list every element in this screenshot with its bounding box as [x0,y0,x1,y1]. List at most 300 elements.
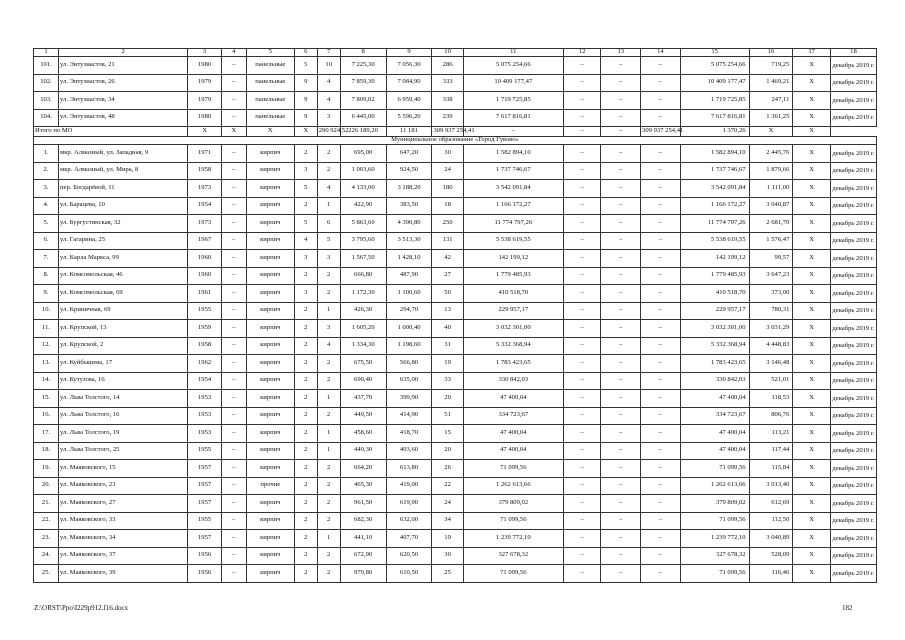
table-cell: 334 723,67 [680,407,749,425]
table-cell: X [793,197,831,215]
table-cell: – [563,320,601,338]
table-cell: 25 [432,565,463,583]
table-cell: 780,31 [749,302,793,320]
table-cell: 1 166 172,27 [680,197,749,215]
table-cell: 15. [34,390,59,408]
table-cell: 682,30 [340,512,386,530]
table-cell: – [563,477,601,495]
table-cell: – [601,477,641,495]
table-cell: декабрь 2019 г. [830,302,876,320]
table-cell: – [221,477,246,495]
table-cell: кирпич [246,512,294,530]
table-cell: – [221,372,246,390]
table-row [34,162,877,180]
table-cell: 2 [294,512,317,530]
table-row [34,197,877,215]
table-cell: ул. Барацева, 10 [59,197,188,215]
table-cell: ул. Энтузиастов, 48 [59,109,188,127]
table-cell: 2 [294,530,317,548]
table-cell: 465,30 [340,477,386,495]
table-cell: Итого по МО [34,127,188,137]
table-cell: – [563,425,601,443]
column-number: 16 [749,49,793,57]
column-number: 17 [793,49,831,57]
table-cell: 226 189,20 [340,127,386,137]
table-cell: 5 075 254,66 [463,57,563,75]
table-row [34,407,877,425]
table-cell: – [641,565,681,583]
table-cell: – [601,425,641,443]
table-cell: – [563,127,601,137]
table-cell: – [563,442,601,460]
table-cell: 9. [34,285,59,303]
table-cell: 1958 [188,162,221,180]
table-cell: 3. [34,180,59,198]
table-cell: 4 390,80 [386,215,432,233]
column-number-row [34,49,877,57]
table-cell: – [641,442,681,460]
table-cell: 6. [34,232,59,250]
table-cell: – [601,74,641,92]
table-cell: прочие [246,477,294,495]
table-cell: – [563,215,601,233]
table-cell: 613,80 [386,460,432,478]
table-cell: – [641,302,681,320]
table-cell: 441,10 [340,530,386,548]
table-cell: декабрь 2019 г. [830,372,876,390]
table-cell: – [641,215,681,233]
table-cell: 566,80 [386,355,432,373]
table-cell: – [601,250,641,268]
table-cell: 1971 [188,145,221,163]
table-cell: декабрь 2019 г. [830,162,876,180]
table-cell: 610,50 [386,565,432,583]
table-cell: 1956 [188,547,221,565]
table-cell: 3 040,87 [749,197,793,215]
table-cell: пер. Богдарёвой, 11 [59,180,188,198]
table-cell: 11. [34,320,59,338]
table-cell: 2 [294,145,317,163]
table-cell: кирпич [246,215,294,233]
table-cell: X [793,460,831,478]
table-cell: 399,90 [386,390,432,408]
table-cell: 115,84 [749,460,793,478]
table-cell: кирпич [246,337,294,355]
table-cell: 116,46 [749,565,793,583]
table-cell: – [563,285,601,303]
table-cell: – [641,232,681,250]
table-cell: 23. [34,530,59,548]
table-cell: 47 400,04 [680,390,749,408]
table-cell: 180 [432,180,463,198]
table-cell: 9 [294,92,317,110]
table-row [34,530,877,548]
table-cell: 11 774 797,26 [680,215,749,233]
table-cell: – [221,337,246,355]
table-cell: 1 111,00 [749,180,793,198]
table-cell: 5. [34,215,59,233]
table-cell: – [641,145,681,163]
table-cell: 1 582 894,10 [463,145,563,163]
table-cell: X [793,442,831,460]
table-cell: 666,80 [340,267,386,285]
table-cell: ул. Карла Маркса, 99 [59,250,188,268]
table-row [34,57,877,75]
table-cell: 449,50 [340,407,386,425]
table-cell: 2 [317,162,340,180]
table-cell: – [601,442,641,460]
table-cell: кирпич [246,547,294,565]
table-cell: 2 [294,495,317,513]
table-cell: 1 605,20 [340,320,386,338]
table-cell: – [641,267,681,285]
table-cell: – [221,495,246,513]
table-cell: ул. Бургустинская, 32 [59,215,188,233]
table-cell: 1 198,60 [386,337,432,355]
table-cell: декабрь 2019 г. [830,355,876,373]
table-cell: X [793,530,831,548]
table-cell: 612,69 [749,495,793,513]
table-cell: – [601,180,641,198]
column-number: 1 [34,49,59,57]
table-cell: 1 370,26 [680,127,749,137]
table-cell: кирпич [246,372,294,390]
table-cell: 1953 [188,407,221,425]
table-cell: 7 617 816,81 [463,109,563,127]
table-cell: 1 737 746,67 [463,162,563,180]
table-cell: 619,90 [386,495,432,513]
table-cell: 40 [432,320,463,338]
table-cell: – [641,74,681,92]
table-cell: 25. [34,565,59,583]
table-cell: 383,50 [386,197,432,215]
table-cell: – [641,197,681,215]
column-number: 11 [463,49,563,57]
table-cell: 47 400,04 [463,425,563,443]
table-cell: 334 723,67 [463,407,563,425]
table-cell: – [601,390,641,408]
table-cell: 1 428,10 [386,250,432,268]
table-cell: X [793,57,831,75]
table-cell: 10 409 177,47 [463,74,563,92]
table-cell: 1 361,25 [749,109,793,127]
table-cell: ул. Маяковского, 39 [59,565,188,583]
table-cell: кирпич [246,267,294,285]
table-cell: кирпич [246,162,294,180]
table-cell: 2 [317,145,340,163]
table-cell: 1 879,66 [749,162,793,180]
table-cell: 9 [294,74,317,92]
table-cell: – [601,109,641,127]
table-cell: 16. [34,407,59,425]
table-cell: – [563,180,601,198]
table-cell: 1 576,47 [749,232,793,250]
table-cell: 1 [317,442,340,460]
table-row [34,477,877,495]
table-cell: 5 596,20 [386,109,432,127]
table-cell: – [563,512,601,530]
table-cell: X [793,109,831,127]
table-cell: 19 [432,355,463,373]
table-cell: декабрь 2019 г. [830,530,876,548]
table-cell: ул. Комсомольская, 69 [59,285,188,303]
table-cell: 410 518,70 [463,285,563,303]
table-cell: 2 [317,512,340,530]
table-cell: 1960 [188,267,221,285]
table-cell: ул. Крупской, 2 [59,337,188,355]
table-cell: 1967 [188,232,221,250]
table-cell: 102. [34,74,59,92]
table-cell: декабрь 2019 г. [830,92,876,110]
table-cell: ул. Маяковского, 27 [59,495,188,513]
table-cell: 7 809,02 [340,92,386,110]
table-cell: 2 [317,460,340,478]
total-row [34,127,877,137]
table-cell: X [793,302,831,320]
table-cell: – [641,495,681,513]
table-cell: – [221,250,246,268]
table-row [34,320,877,338]
table-cell: – [601,232,641,250]
table-cell: 924,50 [386,162,432,180]
table-cell: 664,20 [340,460,386,478]
table-cell: 11 774 797,26 [463,215,563,233]
table-cell: – [563,74,601,92]
table-cell: декабрь 2019 г. [830,197,876,215]
table-cell: 4 [317,180,340,198]
table-cell: 20 [432,442,463,460]
table-cell: панельные [246,92,294,110]
table-cell: 1 567,50 [340,250,386,268]
table-cell: 34 [432,512,463,530]
table-cell: 1 100,60 [386,285,432,303]
table-cell: 4 [317,92,340,110]
table-cell: 403,60 [386,442,432,460]
table-cell: 1 172,30 [340,285,386,303]
table-cell: 47 400,04 [680,442,749,460]
table-cell: декабрь 2019 г. [830,565,876,583]
table-cell: X [188,127,221,137]
table-cell: кирпич [246,320,294,338]
table-cell: – [601,372,641,390]
table-cell: – [601,302,641,320]
table-cell: 5 332 368,94 [463,337,563,355]
table-cell: 407,70 [386,530,432,548]
table-cell: 15 [432,425,463,443]
table-cell: 24 [432,162,463,180]
table-cell: X [294,127,317,137]
table-cell: 3 032 301,00 [463,320,563,338]
table-cell: 3 [294,250,317,268]
table-cell: – [221,162,246,180]
table-cell: 675,50 [340,355,386,373]
table-cell: 247,11 [749,92,793,110]
table-cell: 719,25 [749,57,793,75]
section-title-row [34,137,877,145]
table-cell: 7 225,30 [340,57,386,75]
column-number: 18 [830,49,876,57]
table-cell: – [221,425,246,443]
table-cell: X [793,390,831,408]
table-cell: – [221,197,246,215]
table-cell: 487,90 [386,267,432,285]
table-cell: 3 795,60 [340,232,386,250]
table-cell: 1 [317,530,340,548]
table-cell: 437,70 [340,390,386,408]
table-cell: X [793,92,831,110]
table-cell: кирпич [246,180,294,198]
table-cell: 4 448,83 [749,337,793,355]
table-cell: 47 400,04 [680,425,749,443]
table-cell: 13 [432,302,463,320]
table-cell: 333 [432,74,463,92]
table-cell: 330 842,03 [463,372,563,390]
table-cell: – [221,215,246,233]
document-path: Z:\ORST\Ppo\I229p912.f16.docx [34,604,129,612]
table-row [34,565,877,583]
table-cell: 2 [317,285,340,303]
table-cell: панельные [246,57,294,75]
table-cell: 51 [432,407,463,425]
table-cell: 1956 [188,565,221,583]
table-cell: 2 445,76 [749,145,793,163]
table-cell: – [563,565,601,583]
table-cell: 3 542 091,84 [680,180,749,198]
table-cell: – [563,197,601,215]
table-cell: – [641,337,681,355]
table-cell: X [793,127,831,137]
column-number: 12 [563,49,601,57]
table-cell: – [221,407,246,425]
table-cell: – [601,162,641,180]
table-cell: ул. Маяковского, 15 [59,460,188,478]
table-cell: 695,00 [340,145,386,163]
table-cell: декабрь 2019 г. [830,442,876,460]
table-cell: 1954 [188,372,221,390]
table-cell: 2 [317,267,340,285]
table-cell: ул. Маяковского, 34 [59,530,188,548]
table-cell: 338 [432,92,463,110]
column-number: 7 [317,49,340,57]
table-cell: кирпич [246,232,294,250]
table-cell: 1 003,60 [340,162,386,180]
table-cell: – [641,285,681,303]
table-cell: 26 [432,460,463,478]
table-cell: 5 863,60 [340,215,386,233]
table-cell: 47 400,04 [463,390,563,408]
table-cell: 330 842,03 [680,372,749,390]
column-number: 14 [641,49,681,57]
table-cell: – [641,407,681,425]
table-cell: X [793,74,831,92]
table-row [34,74,877,92]
table-cell: – [221,565,246,583]
table-cell: 2 [317,565,340,583]
table-cell: 2 [317,477,340,495]
table-cell: 10 [317,57,340,75]
table-cell: 3 [317,250,340,268]
table-row [34,285,877,303]
table-cell: 3 031,29 [749,320,793,338]
table-cell: – [221,442,246,460]
table-cell: 690,40 [340,372,386,390]
table-cell: 3 040,89 [749,530,793,548]
table-cell: 7 617 816,81 [680,109,749,127]
table-cell: 5 538 619,55 [680,232,749,250]
table-cell: 1 783 423,65 [680,355,749,373]
table-cell: 1973 [188,215,221,233]
table-cell: 1957 [188,530,221,548]
table-cell: 2 [294,390,317,408]
table-cell: 3 [317,320,340,338]
table-cell: 2 [294,372,317,390]
table-cell: – [563,407,601,425]
table-cell: – [563,267,601,285]
table-cell: X [793,162,831,180]
table-cell: 4. [34,197,59,215]
table-cell: 142 199,12 [680,250,749,268]
table-cell: 11 181 [386,127,432,137]
table-cell: 1 262 613,66 [680,477,749,495]
table-cell: 1 719 725,85 [463,92,563,110]
table-cell: декабрь 2019 г. [830,74,876,92]
table-cell: 309 937 254,41 [641,127,681,137]
table-cell: 2 [317,372,340,390]
table-cell: декабрь 2019 г. [830,407,876,425]
table-cell: – [221,180,246,198]
table-cell: – [641,530,681,548]
table-cell: декабрь 2019 г. [830,232,876,250]
table-cell: – [641,547,681,565]
table-cell: 309 937 254,41 [432,127,463,137]
table-cell: – [563,390,601,408]
table-cell: 1 239 772,10 [680,530,749,548]
table-cell: – [463,127,563,137]
column-number: 5 [246,49,294,57]
table-cell: декабрь 2019 г. [830,512,876,530]
table-cell: мкр. Алмазный, ул. Западная, 9 [59,145,188,163]
table-cell: 2 [317,407,340,425]
table-cell: 1961 [188,285,221,303]
table-cell: кирпич [246,425,294,443]
table-cell: 4 [317,74,340,92]
table-cell: 2 [294,302,317,320]
table-cell: 1. [34,145,59,163]
column-number: 6 [294,49,317,57]
table-cell: 1 582 894,10 [680,145,749,163]
table-cell: 3 188,20 [386,180,432,198]
table-cell: X [793,267,831,285]
table-cell: 635,00 [386,372,432,390]
table-cell: – [601,495,641,513]
table-cell: 2 [294,425,317,443]
table-cell: декабрь 2019 г. [830,250,876,268]
table-cell: – [563,162,601,180]
column-number: 13 [601,49,641,57]
table-cell: – [563,250,601,268]
table-cell: 2 [294,197,317,215]
table-cell: 1 779 485,93 [680,267,749,285]
table-cell: 2 [317,355,340,373]
table-row [34,145,877,163]
table-cell: 2 [294,460,317,478]
table-cell: 1955 [188,302,221,320]
table-cell: 1980 [188,109,221,127]
column-number: 10 [432,49,463,57]
table-cell: 2. [34,162,59,180]
table-cell: 142 199,12 [463,250,563,268]
table-cell: – [221,92,246,110]
